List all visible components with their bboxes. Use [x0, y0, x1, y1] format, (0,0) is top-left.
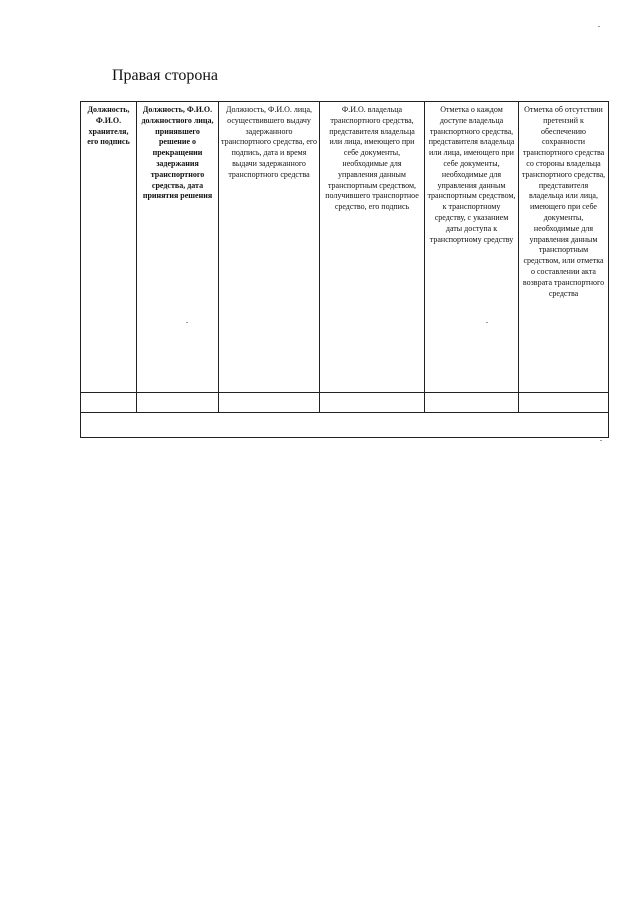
scan-speck — [598, 26, 600, 27]
table-cell[interactable] — [425, 393, 519, 413]
journal-table — [80, 101, 609, 438]
scan-speck — [600, 440, 602, 441]
table-footer-row — [81, 413, 609, 438]
column-header-access-record: Отметка о каждом доступе владельца транспортного средства, представителя владельца или лица, имеющего при себе документы, необходимые для управления данным транспортным средством, к транспортному средству, с указанием даты доступа к транспортному средству — [425, 102, 519, 393]
table-cell[interactable] — [519, 393, 609, 413]
header-row — [81, 102, 609, 393]
column-header-custodian: Должность, Ф.И.О. хранителя, его подпись — [81, 102, 137, 393]
table-footer-cell[interactable] — [81, 413, 609, 438]
scan-speck — [186, 322, 188, 323]
column-header-release-officer: Должность, Ф.И.О. лица, осуществившего выдачу задержанного транспортного средства, его подпись, дата и время выдачи задержанного транспортного средства — [219, 102, 320, 393]
table-cell[interactable] — [137, 393, 219, 413]
table-row — [81, 393, 609, 413]
scan-speck — [486, 322, 488, 323]
column-header-termination-decision: Должность, Ф.И.О. должностного лица, принявшего решение о прекращении задержания транспортного средства, дата принятия решения — [137, 102, 219, 393]
column-header-vehicle-recipient: Ф.И.О. владельца транспортного средства, представителя владельца или лица, имеющего при себе документы, необходимые для управления данным транспортным средством, получившего транспортное средство, его подпись — [320, 102, 425, 393]
table-cell[interactable] — [320, 393, 425, 413]
column-header-no-claims-record: Отметка об отсутствии претензий к обеспечению сохранности транспортного средства со стороны владельца транспортного средства, представителя владельца или лица, имеющего при себе документы, необходимые для управления данным транспортным средством, или отметка о составлении акта возврата транспортного средства — [519, 102, 609, 393]
table-cell[interactable] — [81, 393, 137, 413]
table-cell[interactable] — [219, 393, 320, 413]
page-heading: Правая сторона — [112, 67, 219, 84]
